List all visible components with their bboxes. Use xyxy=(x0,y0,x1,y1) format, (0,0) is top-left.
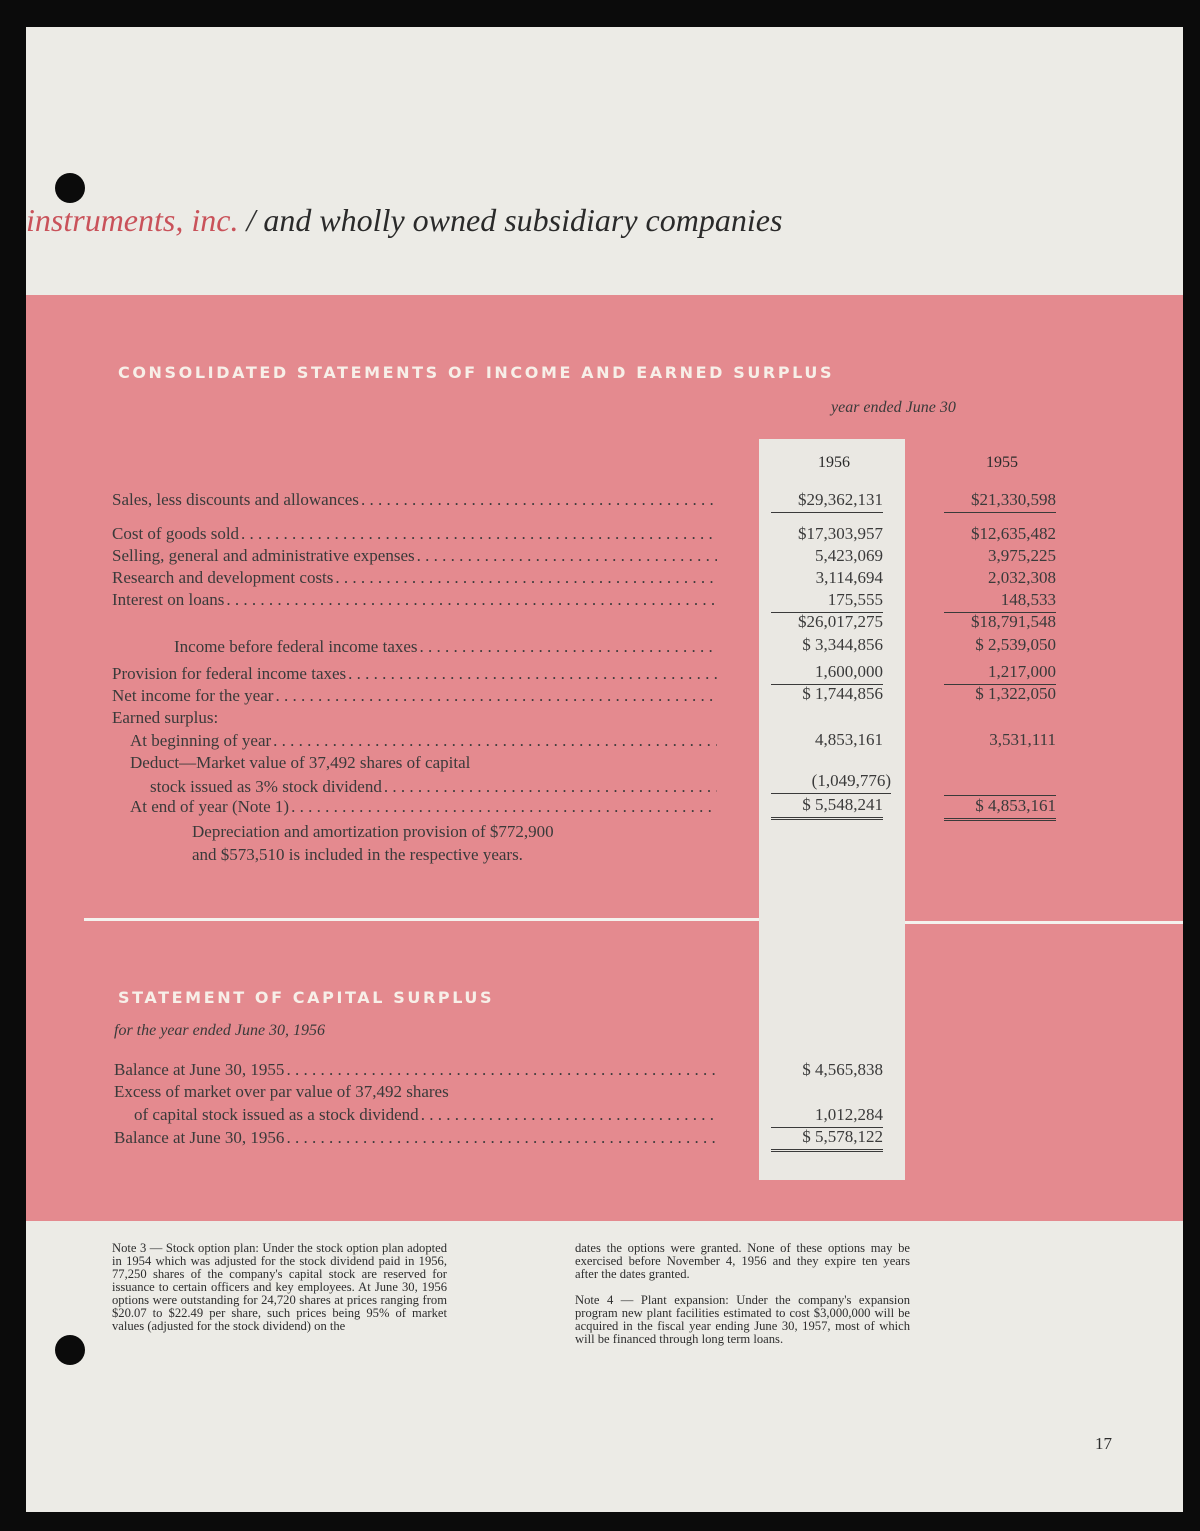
page-header xyxy=(26,202,782,239)
page xyxy=(26,27,1183,1512)
header-separator: / xyxy=(246,202,256,238)
row-sales: Sales, less discounts and allowances . . . xyxy=(112,490,717,512)
row-tax-provision: Provision for federal income taxes . . . xyxy=(112,664,717,686)
note-3-text: Note 3 — Stock option plan: Under the stock option plan adopted in 1954 which was adjusted for the stock dividend paid in 1956, 77,250 shares of the company's capital stock are reserved for issuance to certain officers and key employees. At June 30, 1956 options were outstanding for 24,720 shares at prices ranging from $20.07 to $22.49 per share, such prices being 95% of market values (adjusted for the stock dividend) on the xyxy=(112,1241,447,1333)
interest-1956: 175,555 xyxy=(771,590,883,613)
note-4-text: Note 4 — Plant expansion: Under the company's expansion program new plant facilities estimated to cost $3,000,000 will be acquired in the fiscal year ending June 30, 1957, most of which will be financed through long term loans. xyxy=(575,1293,910,1346)
cogs-1955: $12,635,482 xyxy=(971,524,1056,543)
beginning-1956: 4,853,161 xyxy=(815,730,883,749)
binder-hole-bottom xyxy=(55,1335,85,1365)
earned-surplus-label: Earned surplus: xyxy=(112,708,219,727)
cogs-1956: $17,303,957 xyxy=(798,524,883,543)
page-number: 17 xyxy=(1095,1434,1112,1453)
balance-1955-value: $ 4,565,838 xyxy=(802,1060,883,1079)
income-statement-title: CONSOLIDATED STATEMENTS OF INCOME AND EARNED SURPLUS xyxy=(118,363,835,382)
row-beginning-of-year: At beginning of year . . . xyxy=(130,731,717,753)
row-interest: Interest on loans . . . xyxy=(112,590,717,612)
sga-1956: 5,423,069 xyxy=(815,546,883,565)
sga-1955: 3,975,225 xyxy=(988,546,1056,565)
row-pretax-income: Income before federal income taxes . . . xyxy=(174,637,717,659)
row-research: Research and development costs . . . xyxy=(112,568,717,590)
column-header-1955: 1955 xyxy=(986,454,1018,471)
net-1955: $ 1,322,050 xyxy=(975,684,1056,703)
row-cost-of-goods: Cost of goods sold . . . xyxy=(112,524,717,546)
beginning-1955: 3,531,111 xyxy=(989,730,1056,749)
row-net-income: Net income for the year . . . xyxy=(112,686,717,708)
section-divider xyxy=(84,918,759,921)
row-balance-1955: Balance at June 30, 1955 . . . xyxy=(114,1060,717,1082)
row-stock-dividend-deduct: stock issued as 3% stock dividend . . . xyxy=(150,777,717,799)
interest-1955: 148,533 xyxy=(944,590,1056,613)
header-subtitle: and wholly owned subsidiary companies xyxy=(263,202,783,238)
capital-surplus-period: for the year ended June 30, 1956 xyxy=(114,1022,326,1039)
taxes-1955: 1,217,000 xyxy=(944,662,1056,685)
taxes-1956: 1,600,000 xyxy=(771,662,883,685)
rnd-1956: 3,114,694 xyxy=(815,568,883,587)
sales-1955: $21,330,598 xyxy=(944,490,1056,513)
end-1956: $ 5,548,241 xyxy=(771,795,883,820)
company-name: instruments, inc. xyxy=(26,202,239,238)
deduct-line-1: Deduct—Market value of 37,492 shares of capital xyxy=(130,753,471,772)
end-1955: $ 4,853,161 xyxy=(944,795,1056,821)
sales-1956: $29,362,131 xyxy=(771,490,883,513)
column-header-1956: 1956 xyxy=(818,454,850,471)
capital-surplus-title: STATEMENT OF CAPITAL SURPLUS xyxy=(118,988,495,1007)
total-costs-1956: $26,017,275 xyxy=(798,612,883,631)
balance-1956-value: $ 5,578,122 xyxy=(771,1127,883,1152)
row-balance-1956: Balance at June 30, 1956 . . . xyxy=(114,1128,717,1150)
rnd-1955: 2,032,308 xyxy=(988,568,1056,587)
excess-value: 1,012,284 xyxy=(771,1105,883,1128)
pretax-1956: $ 3,344,856 xyxy=(802,635,883,654)
section-divider-right xyxy=(905,921,1183,924)
binder-hole-top xyxy=(55,173,85,203)
income-period: year ended June 30 xyxy=(831,399,956,416)
row-selling-general: Selling, general and administrative expenses . . . xyxy=(112,546,717,568)
excess-line-1: Excess of market over par value of 37,492 shares xyxy=(114,1082,449,1101)
pretax-1955: $ 2,539,050 xyxy=(975,635,1056,654)
row-end-of-year: At end of year (Note 1) . . . xyxy=(130,797,717,819)
net-1956: $ 1,744,856 xyxy=(802,684,883,703)
total-costs-1955: $18,791,548 xyxy=(971,612,1056,631)
note-continued-text: dates the options were granted. None of these options may be exercised before November 4, 1956 and they expire ten years after the dates granted. xyxy=(575,1241,910,1281)
depreciation-note-line-2: and $573,510 is included in the respective years. xyxy=(192,845,523,864)
row-excess-over-par: of capital stock issued as a stock dividend . . . xyxy=(134,1105,717,1127)
depreciation-note-line-1: Depreciation and amortization provision of $772,900 xyxy=(192,822,554,841)
deduct-1956: (1,049,776) xyxy=(771,771,891,794)
